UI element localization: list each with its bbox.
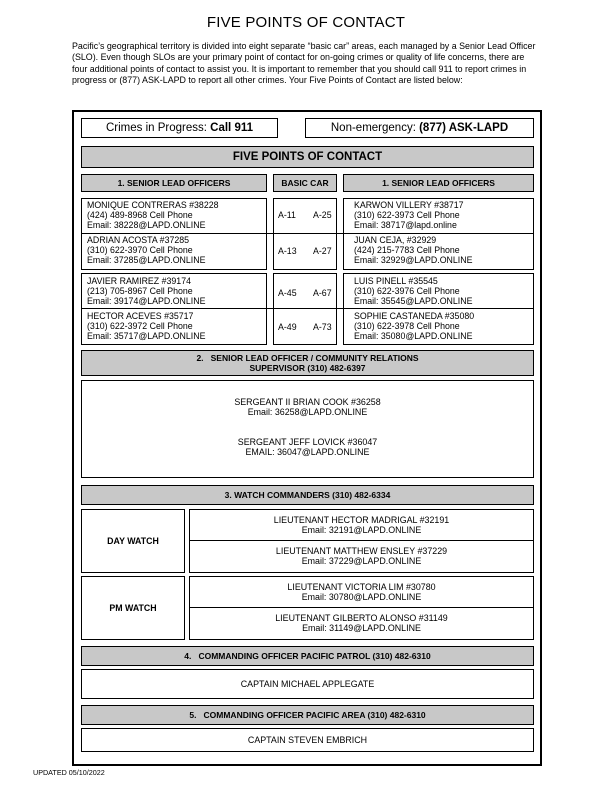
basic-car-code: A-13 [278,246,297,256]
slo-phone: (213) 705-8967 Cell Phone [87,286,193,297]
row-divider [190,540,533,541]
section-3-header: 3. WATCH COMMANDERS (310) 482-6334 [81,485,534,505]
supervisor-name: SERGEANT II BRIAN COOK #36258 [234,397,381,407]
basic-car-code: A-67 [313,288,332,298]
slo-phone: (310) 622-3978 Cell Phone [354,321,460,332]
slo-phone: (310) 622-3973 Cell Phone [354,210,460,221]
section-2-header-line1: 2. SENIOR LEAD OFFICER / COMMUNITY RELATIONS [196,352,419,363]
slo-phone: (310) 622-3976 Cell Phone [354,286,460,297]
section-2-body [81,380,534,478]
slo-entry [354,276,472,307]
slo-entry [87,311,205,342]
slo-email: Email: 38228@LAPD.ONLINE [87,220,206,231]
watch-commander-name: LIEUTENANT HECTOR MADRIGAL #32191 [273,515,450,525]
watch-commander-entry [190,515,533,536]
supervisor-email: EMAIL: 36047@LAPD.ONLINE [245,447,370,458]
updated-date: UPDATED 05/10/2022 [33,768,105,777]
watch-commander-email: Email: 37229@LAPD.ONLINE [301,556,422,567]
supervisor-email: Email: 36258@LAPD.ONLINE [247,407,368,418]
supervisor-entry [82,397,533,418]
basic-car-block-1 [273,198,337,270]
basic-car-code: A-73 [313,322,332,332]
watch-commander-name: LIEUTENANT GILBERTO ALONSO #31149 [275,613,448,623]
watch-commander-email: Email: 30780@LAPD.ONLINE [301,592,422,603]
section-5-header: 5. COMMANDING OFFICER PACIFIC AREA (310) 482-6310 [81,705,534,725]
basic-car-header: BASIC CAR [273,174,337,192]
basic-car-block-2 [273,273,337,345]
slo-name: HECTOR ACEVES #35717 [87,311,194,321]
slo-name: LUIS PINELL #35545 [354,276,438,286]
slo-name: JAVIER RAMIREZ #39174 [87,276,191,286]
slo-email: Email: 38717@lapd.online [354,220,457,231]
crimes-in-progress-value: Call 911 [210,122,253,134]
crimes-in-progress-label: Crimes in Progress: [105,122,211,134]
slo-entry [87,235,205,266]
slo-phone: (424) 489-8968 Cell Phone [87,210,193,221]
section-2-header [81,350,534,376]
basic-car-code: A-25 [313,210,332,220]
slo-entry [354,200,464,231]
pm-watch-commanders [189,576,534,640]
slo-email: Email: 35080@LAPD.ONLINE [354,331,473,342]
patrol-commanding-officer: CAPTAIN MICHAEL APPLEGATE [81,669,534,699]
day-watch-commanders [189,509,534,573]
slo-entry [87,200,219,231]
slo-name: KARWON VILLERY #38717 [354,200,464,210]
watch-commander-entry [190,546,533,567]
slo-email: Email: 35545@LAPD.ONLINE [354,296,473,307]
basic-car-code: A-27 [313,246,332,256]
crimes-in-progress-box [81,118,278,138]
slo-phone: (424) 215-7783 Cell Phone [354,245,460,256]
slo-phone: (310) 622-3972 Cell Phone [87,321,193,332]
slo-email: Email: 37285@LAPD.ONLINE [87,255,206,266]
supervisor-entry [82,437,533,458]
slo-name: MONIQUE CONTRERAS #38228 [87,200,219,210]
watch-commander-name: LIEUTENANT MATTHEW ENSLEY #37229 [275,546,448,556]
section-2-header-line2: SUPERVISOR (310) 482-6397 [249,363,366,373]
slo-phone: (310) 622-3970 Cell Phone [87,245,193,256]
slo-entry [354,311,474,342]
slo-right-header: 1. SENIOR LEAD OFFICERS [343,174,534,192]
contact-table [72,110,542,766]
slo-name: JUAN CEJA, #32929 [354,235,437,245]
watch-commander-email: Email: 31149@LAPD.ONLINE [302,623,421,634]
slo-name: SOPHIE CASTANEDA #35080 [354,311,475,321]
non-emergency-box [305,118,534,138]
watch-commander-name: LIEUTENANT VICTORIA LIM #30780 [287,582,436,592]
slo-entry [354,235,472,266]
basic-car-code: A-45 [278,288,297,298]
section-4-header: 4. COMMANDING OFFICER PACIFIC PATROL (310) 482-6310 [81,646,534,666]
row-divider [190,607,533,608]
non-emergency-label: Non-emergency: [330,122,420,134]
watch-commander-email: Email: 32191@LAPD.ONLINE [301,525,422,536]
basic-car-code: A-49 [278,322,297,332]
day-watch-label: DAY WATCH [81,509,185,573]
slo-email: Email: 39174@LAPD.ONLINE [87,296,206,307]
row-divider [81,233,534,234]
basic-car-code: A-11 [278,210,296,220]
area-commanding-officer: CAPTAIN STEVEN EMBRICH [81,728,534,752]
supervisor-name: SERGEANT JEFF LOVICK #36047 [237,437,378,447]
slo-email: Email: 32929@LAPD.ONLINE [354,255,473,266]
watch-commander-entry [190,613,533,634]
slo-left-header: 1. SENIOR LEAD OFFICERS [81,174,267,192]
slo-entry [87,276,205,307]
non-emergency-value: (877) ASK-LAPD [419,122,509,134]
intro-paragraph: Pacific’s geographical territory is divided into eight separate “basic car” areas, each managed by a Senior Lead Officer (SLO). Even though SLOs are your primary point of contact for on-going crimes or quality of life concerns, there are four additional points of contact to assist you. It is important to remember that you should call 911 to report crimes in progress or (877) ASK-LAPD to report all other crimes. Your Five Points of Contact are listed below: [72,41,536,86]
page-title: FIVE POINTS OF CONTACT [206,14,406,31]
row-divider [81,308,534,309]
pm-watch-label: PM WATCH [81,576,185,640]
slo-name: ADRIAN ACOSTA #37285 [87,235,190,245]
table-header: FIVE POINTS OF CONTACT [81,146,534,168]
slo-email: Email: 35717@LAPD.ONLINE [87,331,206,342]
watch-commander-entry [190,582,533,603]
